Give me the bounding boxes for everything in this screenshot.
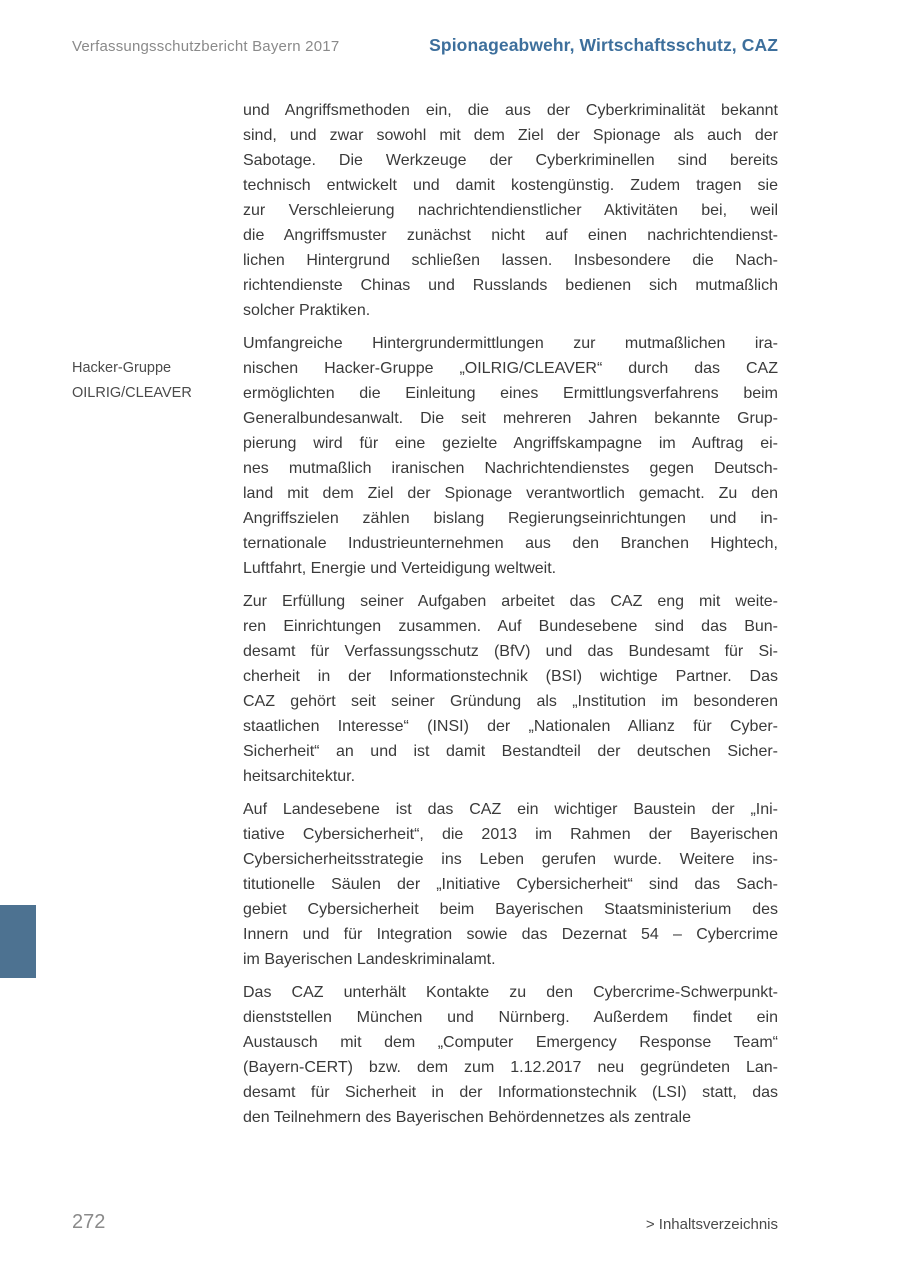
body-text-column bbox=[243, 98, 778, 1138]
paragraph-cybermethods: und Angriffsmethoden ein, die aus der Cyberkriminalität bekannt sind, und zwar sowohl mit dem Ziel der Spionage als auch der Sabotage. Die Werkzeuge der Cyberkriminellen sind bereits technisch entwickelt und damit kostengünstig. Zudem tragen sie zur Verschleierung nachrichtendienstlicher Aktivitäten bei, weil die Angriffsmuster zunächst nicht auf einen nachrichtendienst- lichen Hintergrund schließen lassen. Insbesondere die Nach- richtendienste Chinas und Russlands bedienen sich mutmaßlich solcher Praktiken. bbox=[243, 102, 778, 319]
chapter-title: Spionageabwehr, Wirtschaftsschutz, CAZ bbox=[429, 35, 778, 55]
margin-note-line-2: OILRIG/CLEAVER bbox=[72, 385, 192, 401]
paragraph-cybercrime-contacts: Das CAZ unterhält Kontakte zu den Cybercrime-Schwerpunkt- dienststellen München und Nürnberg. Außerdem findet ein Austausch mit dem „Computer Emergency Response Team“ (Bayern-CERT) bzw. dem zum 1.12.2017 neu gegründeten Lan- desamt für Sicherheit in der Informationstechnik (LSI) statt, das den Teilnehmern des Bayerischen Behördennetzes als zentrale bbox=[243, 984, 778, 1126]
paragraph-initiative-cybersicherheit: Auf Landesebene ist das CAZ ein wichtiger Baustein der „Ini- tiative Cybersicherheit“, die 2013 im Rahmen der Bayerischen Cybersicherheitsstrategie ins Leben gerufen wurde. Weitere ins- titutionelle Säulen der „Initiative Cybersicherheit“ sind das Sach- gebiet Cybersicherheit beim Bayerischen Staatsministerium des Innern und für Integration sowie das Dezernat 54 – Cybercrime im Bayerischen Landeskriminalamt. bbox=[243, 801, 778, 968]
paragraph-oilrig-cleaver: Umfangreiche Hintergrundermittlungen zur mutmaßlichen ira- nischen Hacker-Gruppe „OILRIG/CLEAVER“ durch das CAZ ermöglichten die Einleitung eines Ermittlungsverfahrens beim Generalbundesanwalt. Die seit mehreren Jahren bekannte Grup- pierung wird für eine gezielte Angriffskampagne im Auftrag ei- nes mutmaßlich iranischen Nachrichtendienstes gegen Deutsch- land mit dem Ziel der Spionage verantwortlich gemacht. Zu den Angriffszielen zählen bislang Regierungseinrichtungen und in- ternationale Industrieunternehmen aus den Branchen Hightech, Luftfahrt, Energie und Verteidigung weltweit. bbox=[243, 335, 778, 577]
margin-note-line-1: Hacker-Gruppe bbox=[72, 360, 172, 376]
chapter-thumb-tab bbox=[0, 905, 36, 978]
margin-note bbox=[72, 356, 192, 406]
page-number: 272 bbox=[72, 1211, 106, 1233]
paragraph-federal-partners: Zur Erfüllung seiner Aufgaben arbeitet das CAZ eng mit weite- ren Einrichtungen zusammen. Auf Bundesebene sind das Bun- desamt für Verfassungsschutz (BfV) und das Bundesamt für Si- cherheit in der Informationstechnik (BSI) wichtige Partner. Das CAZ gehört seit seiner Gründung als „Institution im besonderen staatlichen Interesse“ (INSI) der „Nationalen Allianz für Cyber- Sicherheit“ an und ist damit Bestandteil der deutschen Sicher- heitsarchitektur. bbox=[243, 593, 778, 785]
toc-link[interactable]: > Inhaltsverzeichnis bbox=[645, 1216, 778, 1233]
report-title: Verfassungsschutzbericht Bayern 2017 bbox=[72, 38, 340, 55]
